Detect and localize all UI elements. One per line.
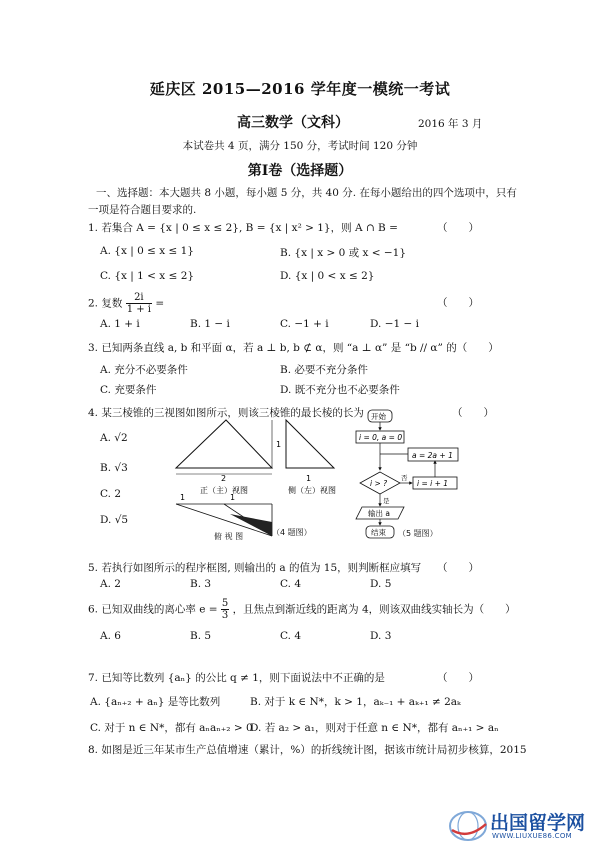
q5-option-c: C. 4	[280, 578, 302, 590]
side-view-triangle	[286, 420, 334, 468]
q1-option-c: C. {x | 1 < x ≤ 2}	[100, 270, 195, 282]
front-view-label: 正（主）视图	[200, 486, 248, 495]
flow-init-label: i = 0, a = 0	[359, 433, 403, 442]
watermark-logo	[448, 804, 596, 844]
q4-paren: （ ）	[452, 407, 494, 419]
watermark-url: WWW.LIUXUE86.COM	[492, 832, 572, 840]
q2-option-b: B. 1 − i	[190, 318, 230, 330]
exam-title: 延庆区 2015—2016 学年度一模统一考试	[149, 80, 451, 98]
figure5-caption: （5 题图）	[398, 529, 438, 538]
q2-paren: （ ）	[437, 297, 479, 309]
subject-title: 高三数学（文科）	[237, 115, 349, 131]
q3-stem: 3. 已知两条直线 a, b 和平面 α，若 a ⊥ b, b ⊄ α，则 “a ⊥ α” 是 “b // α” 的（ ）	[88, 342, 499, 354]
q5-stem: 5. 若执行如图所示的程序框图, 则输出的 a 的值为 15，则判断框应填写	[88, 562, 422, 574]
q2-option-c: C. −1 + i	[280, 318, 329, 330]
q2-stem	[88, 292, 164, 315]
flow-condition-label: i > ?	[370, 479, 388, 488]
q7-option-c: C. 对于 n ∈ N*，都有 aₙaₙ₊₂ > 0	[90, 722, 253, 734]
q2-denominator: 1 + i	[126, 304, 151, 315]
q1-option-a: A. {x | 0 ≤ x ≤ 1}	[100, 245, 194, 257]
q5-option-a: A. 2	[100, 578, 121, 590]
q1-stem: 1. 若集合 A = {x | 0 ≤ x ≤ 2}, B = {x | x² > 1}，则 A ∩ B =	[88, 222, 398, 234]
q8-stem: 8. 如图是近三年某市生产总值增速（累计，%）的折线统计图，据该市统计局初步核算，2015	[88, 744, 527, 756]
section-intro-line1: 一、选择题：本大题共 8 小题，每小题 5 分，共 40 分. 在每小题给出的四个选项中，只有	[96, 187, 517, 199]
q6-prefix: 6. 已知双曲线的离心率 e =	[88, 603, 218, 616]
q4-option-d: D. √5	[100, 514, 129, 526]
q6-option-a: A. 6	[100, 630, 121, 642]
q7-stem: 7. 已知等比数列 {aₙ} 的公比 q ≠ 1，则下面说法中不正确的是	[88, 672, 385, 684]
q5-option-b: B. 3	[190, 578, 212, 590]
watermark-brand: 出国留学网	[490, 812, 586, 834]
exam-info: 本试卷共 4 页，满分 150 分，考试时间 120 分钟	[182, 140, 418, 152]
front-view-dim-1: 1	[276, 440, 282, 449]
q4-option-a: A. √2	[100, 432, 128, 444]
q6-numerator: 5	[221, 598, 229, 609]
q3-option-c: C. 充要条件	[100, 384, 157, 396]
flow-update-a-label: a = 2a + 1	[412, 451, 453, 460]
q6-stem	[88, 598, 516, 621]
side-view-dim-1: 1	[306, 474, 312, 483]
section-intro-line2: 一项是符合题目要求的.	[88, 204, 197, 216]
front-view-triangle	[176, 420, 272, 468]
flow-start-label: 开始	[371, 412, 386, 421]
q2-option-d: D. −1 − i	[370, 318, 420, 330]
q1-option-d: D. {x | 0 < x ≤ 2}	[280, 270, 375, 282]
flow-no-label: 否	[401, 474, 408, 482]
q6-suffix: ，且焦点到渐近线的距离为 4，则该双曲线实轴长为（ ）	[232, 603, 516, 616]
q4-option-b: B. √3	[100, 462, 128, 474]
flow-update-i-label: i = i + 1	[417, 479, 449, 488]
q2-numerator: 2i	[126, 292, 152, 304]
top-view-dim-1a: 1	[180, 493, 186, 502]
q2-suffix: =	[155, 297, 165, 310]
q2-prefix: 2. 复数	[88, 297, 123, 310]
front-view-dim-2: 2	[221, 474, 227, 483]
side-view-label: 侧（左）视图	[288, 486, 336, 495]
part-title: 第Ⅰ卷（选择题）	[247, 163, 353, 179]
exam-date: 2016 年 3 月	[418, 118, 483, 130]
q5-paren: （ ）	[437, 562, 479, 574]
q6-option-b: B. 5	[190, 630, 212, 642]
three-view-figure	[170, 418, 340, 550]
q3-option-b: B. 必要不充分条件	[280, 364, 368, 376]
q7-option-d: D. 若 a₂ > a₁，则对于任意 n ∈ N*，都有 aₙ₊₁ > aₙ	[250, 722, 499, 734]
q4-stem: 4. 某三棱锥的三视图如图所示，则该三棱锥的最长棱的长为	[88, 407, 364, 419]
figure4-caption: （4 题图）	[272, 528, 312, 537]
q7-option-b: B. 对于 k ∈ N*，k > 1，aₖ₋₁ + aₖ₊₁ ≠ 2aₖ	[250, 696, 461, 708]
q6-option-c: C. 4	[280, 630, 302, 642]
flowchart-figure	[340, 408, 470, 540]
q4-option-c: C. 2	[100, 488, 122, 500]
top-view-dim-1b: 1	[230, 493, 236, 502]
q3-option-d: D. 既不充分也不必要条件	[280, 384, 400, 396]
flow-yes-label: 是	[383, 497, 390, 505]
q1-option-b: B. {x | x > 0 或 x < −1}	[280, 247, 407, 259]
q3-option-a: A. 充分不必要条件	[100, 364, 188, 376]
top-view-label: 俯 视 图	[214, 532, 244, 541]
q5-option-d: D. 5	[370, 578, 392, 590]
q7-option-a: A. {aₙ₊₂ + aₙ} 是等比数列	[90, 696, 221, 708]
q6-option-d: D. 3	[370, 630, 392, 642]
q7-paren: （ ）	[437, 672, 479, 684]
flow-output-label: 输出 a	[368, 509, 390, 518]
q2-fraction	[126, 292, 152, 315]
q1-paren: （ ）	[437, 222, 479, 234]
q2-option-a: A. 1 + i	[100, 318, 140, 330]
q6-denominator: 3	[221, 610, 229, 621]
flow-end-label: 结束	[371, 528, 386, 537]
q6-fraction	[221, 598, 229, 621]
